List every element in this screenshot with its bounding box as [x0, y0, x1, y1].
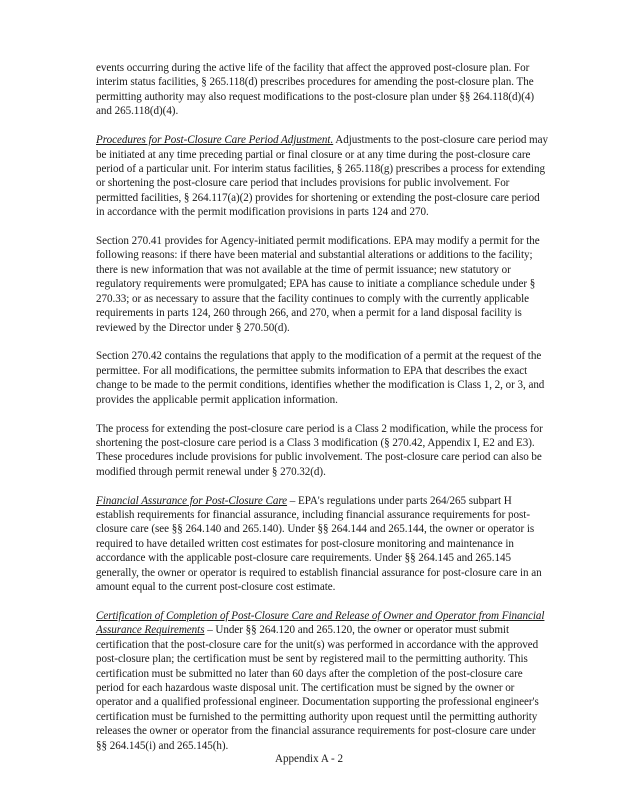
- paragraph-text: Section 270.41 provides for Agency-initiated permit modifications. EPA may modify a permit for the following reasons: if there have been material and substantial alterations or additions to the facility; there is new information that was not available at the time of permit issuance; new statutory or regulatory requirements were promulgated; EPA has cause to initiate a compliance schedule under § 270.33; or as necessary to assure that the facility continues to comply with the currently applicable requirements in parts 124, 260 through 266, and 270, when a permit for a land disposal facility is reviewed by the Director under § 270.50(d).: [96, 235, 540, 334]
- paragraph-section-270-41: [96, 234, 548, 335]
- page-footer: Appendix A - 2: [274, 753, 344, 765]
- paragraph-post-closure-plan-amendment: [96, 61, 548, 119]
- section-heading: Certification of Completion of Post-Closure Care and Release of Owner and Operator from Financial Assurance Requirements: [96, 610, 545, 637]
- section-heading: Financial Assurance for Post-Closure Care: [96, 494, 288, 507]
- paragraph-section-270-42: [96, 349, 548, 407]
- paragraph-text: – Under §§ 264.120 and 265.120, the owner or operator must submit certification that the post-closure care for the unit(s) was performed in accordance with the approved post-closure plan; the certification must be sent by registered mail to the permitting authority. This certification must be submitted no later than 60 days after the completion of the post-closure care period for each hazardous waste disposal unit. The certification must be signed by the owner or operator and a qualified professional engineer. Documentation supporting the professional engineer's certification must be furnished to the permitting authority upon request until the permitting authority releases the owner or operator from the financial assurance requirements for post-closure care under §§ 264.145(i) and 265.145(h).: [96, 624, 539, 752]
- paragraph-text: events occurring during the active life of the facility that affect the approved post-closure plan. For interim status facilities, § 265.118(d) prescribes procedures for amending the post-closure plan. The permitting authority may also request modifications to the post-closure plan under §§ 264.118(d)(4) and 265.118(d)(4).: [96, 62, 534, 118]
- paragraph-text: The process for extending the post-closure care period is a Class 2 modification, while the process for shortening the post-closure care period is a Class 3 modification (§ 270.42, Appendix I, E2 and E3). These procedures include provisions for public involvement. The post-closure care period can also be modified through permit renewal under § 270.32(d).: [96, 422, 543, 478]
- paragraph-text: – EPA's regulations under parts 264/265 subpart H establish requirements for financial assurance, including financial assurance requirements for post-closure care (see §§ 264.140 and 265.140). Under §§ 264.144 and 265.144, the owner or operator is required to have detailed written cost estimates for post-closure monitoring and maintenance in accordance with the applicable post-closure care requirements. Under §§ 264.145 and 265.145 generally, the owner or operator is required to establish financial assurance for post-closure care in an amount equal to the current post-closure cost estimate.: [96, 494, 542, 594]
- document-body: [96, 61, 548, 768]
- section-heading: Procedures for Post-Closure Care Period Adjustment.: [96, 134, 334, 147]
- paragraph-financial-assurance: [96, 494, 548, 595]
- paragraph-post-closure-period-adjustment: [96, 133, 548, 219]
- paragraph-text: Adjustments to the post-closure care period may be initiated at any time preceding partial or final closure or at any time during the post-closure care period of a particular unit. For interim status facilities, § 265.118(g) prescribes a process for extending or shortening the post-closure care period that includes provisions for public involvement. For permitted facilities, § 264.117(a)(2) provides for shortening or extending the post-closure care period in accordance with the permit modification provisions in parts 124 and 270.: [96, 134, 548, 219]
- paragraph-certification-of-completion: [96, 609, 548, 753]
- paragraph-modification-classes: [96, 422, 548, 480]
- paragraph-text: Section 270.42 contains the regulations that apply to the modification of a permit at the request of the permittee. For all modifications, the permittee submits information to EPA that describes the exact change to be made to the permit conditions, identifies whether the modification is Class 1, 2, or 3, and provides the applicable permit application information.: [96, 350, 545, 406]
